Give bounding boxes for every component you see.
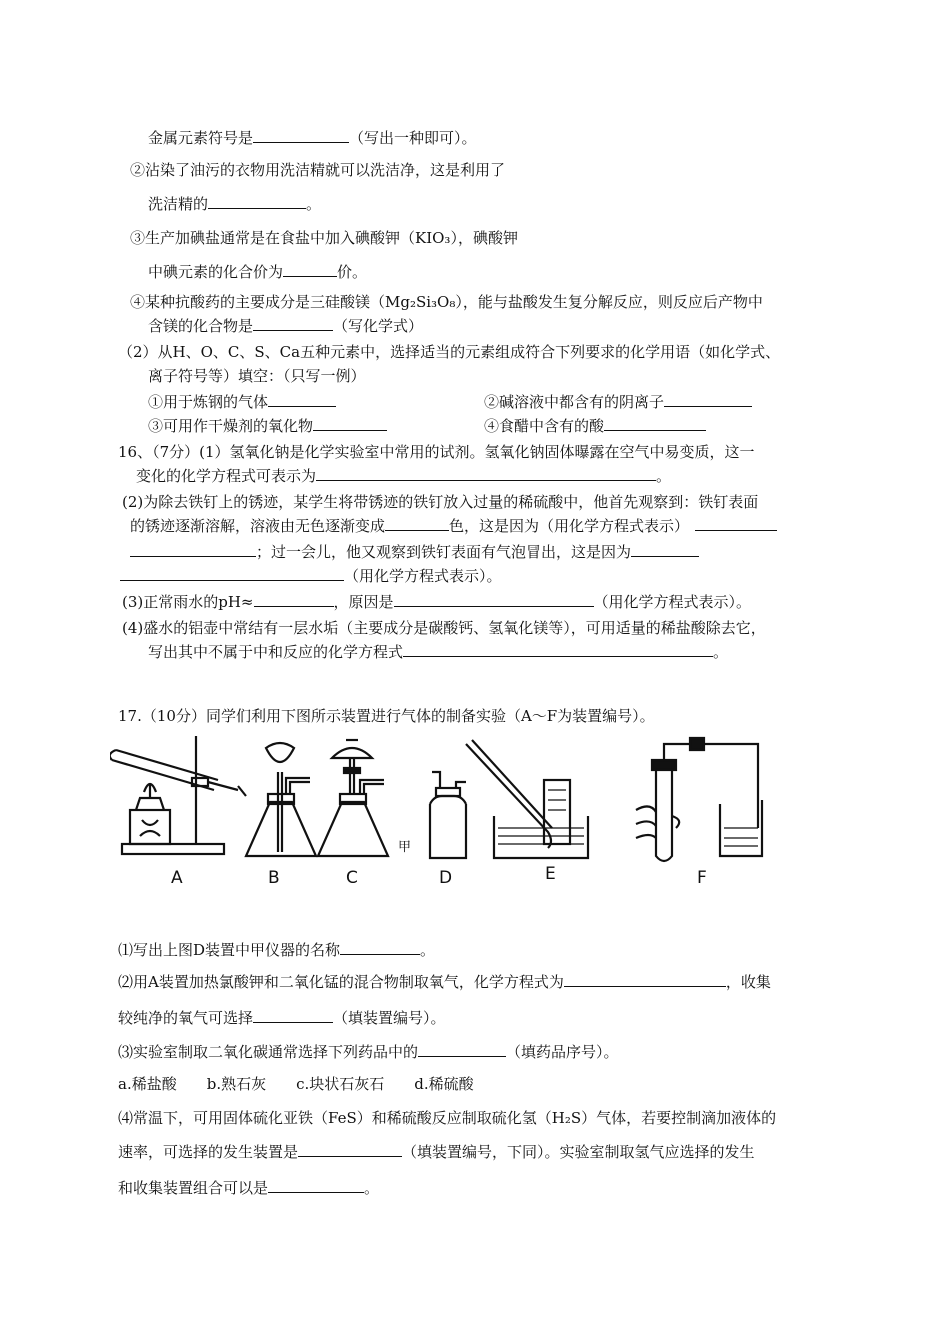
answer-blank[interactable] [283,262,337,277]
answer-blank[interactable] [130,542,256,557]
q16-line-2 [136,466,671,486]
q17-text: 。 [420,941,436,959]
apparatus-b-drawing [246,743,316,856]
q15-text: 洗洁精的 [148,195,209,213]
q16-line-4 [130,516,777,536]
q17-text: 。 [364,1179,380,1197]
q17-part-2-cont [118,1008,446,1028]
apparatus-c-drawing [318,740,388,856]
q17-text: ⑷常温下，可用固体硫化亚铁（FeS）和稀硫酸反应制取硫化氢（H₂S）气体，若要控制滴加液体的 [118,1109,777,1127]
q15-text: ③可用作干燥剂的氧化物 [148,417,314,435]
q15-text: ①用于炼钢的气体 [148,393,269,411]
q17-part-4-cont [118,1142,755,1162]
q16-text: (3)正常雨水的pH≈ [122,593,254,611]
q16-text: 变化的化学方程式可表示为 [136,467,317,485]
q15-option-2 [484,392,752,412]
q16-line-5 [130,542,699,562]
answer-blank[interactable] [253,128,349,143]
answer-blank[interactable] [695,516,777,531]
answer-blank[interactable] [394,592,594,607]
apparatus-d-jia-label: 甲 [398,840,412,855]
apparatus-figure [110,732,840,892]
q16-line-7 [122,592,751,612]
q15-text: 金属元素符号是 [148,129,254,147]
q15-text: 中碘元素的化合价为 [148,263,284,281]
apparatus-a-drawing [110,736,246,854]
q15-line-3 [148,194,321,214]
q17-part-1 [118,940,435,960]
q15-text: 价。 [337,263,368,281]
q16-line-9 [148,642,728,662]
q15-text: ④食醋中含有的酸 [484,417,605,435]
answer-blank[interactable] [268,1178,364,1193]
q17-text: 和收集装置组合可以是 [118,1179,269,1197]
q16-line-1 [118,442,755,462]
q16-line-3 [122,492,758,512]
answer-blank[interactable] [664,392,752,407]
q17-text: （填装置编号）。 [333,1009,446,1027]
q16-text: （用化学方程式表示）。 [593,593,752,611]
q17-part-3 [118,1042,619,1062]
q15-text: （2）从H、O、C、S、Ca五种元素中，选择适当的元素组成符合下列要求的化学用语（如化学式、 [118,343,781,361]
q15-text: ④某种抗酸药的主要成分是三硅酸镁（Mg₂Si₃O₈），能与盐酸发生复分解反应，则反应后产物中 [130,293,763,311]
answer-blank[interactable] [403,642,713,657]
answer-blank[interactable] [208,194,306,209]
q17-text: 17.（10分）同学们利用下图所示装置进行气体的制备实验（A～F为装置编号）。 [118,707,655,725]
q15-text: ②沾染了油污的衣物用洗洁精就可以洗洁净，这是利用了 [130,161,506,179]
q16-text: (4)盛水的铝壶中常结有一层水垢（主要成分是碳酸钙、氢氧化镁等），可用适量的稀盐酸除去它， [122,619,766,637]
answer-blank[interactable] [316,466,656,481]
apparatus-f-drawing [636,738,762,861]
answer-blank[interactable] [418,1042,506,1057]
q15-line-7 [148,316,423,336]
q17-part-2 [118,972,771,992]
apparatus-label: D [439,868,453,888]
q15-line-2 [130,160,505,180]
q16-line-8 [122,618,766,638]
apparatus-e-drawing [466,740,588,858]
answer-blank[interactable] [268,392,336,407]
answer-blank[interactable] [631,542,699,557]
answer-blank[interactable] [385,516,449,531]
apparatus-label: F [697,868,707,888]
q16-text: 。 [713,643,729,661]
q15-option-3 [148,416,387,436]
answer-blank[interactable] [340,940,420,955]
q16-text: 。 [656,467,672,485]
q17-text: （填药品序号）。 [506,1043,619,1061]
q16-text: ；过一会儿，他又观察到铁钉表面有气泡冒出，这是因为 [256,543,632,561]
q15-line-4 [130,228,518,248]
q15-text: 离子符号等）填空：（只写一例） [148,367,366,385]
answer-blank[interactable] [254,592,334,607]
q16-text: ，原因是 [333,593,394,611]
q15-line-6 [130,292,763,312]
q15-text: 含镁的化合物是 [148,317,254,335]
q15-line-1 [148,128,477,148]
q15-text: 。 [306,195,322,213]
q16-text: （用化学方程式表示）。 [344,567,502,585]
q17-text: ，收集 [725,973,771,991]
q17-text: 较纯净的氧气可选择 [118,1009,254,1027]
apparatus-label: C [346,868,358,888]
q15-option-4 [484,416,706,436]
q17-part-3-options [118,1074,474,1094]
q17-text: （填装置编号，下同）。实验室制取氢气应选择的发生 [402,1143,755,1161]
q15-text: （写出一种即可）。 [349,129,477,147]
q16-text: 写出其中不属于中和反应的化学方程式 [148,643,404,661]
apparatus-label: A [171,868,183,888]
q17-part-4 [118,1108,776,1128]
q15-text: ②碱溶液中都含有的阴离子 [484,393,665,411]
q15-option-1 [148,392,336,412]
q16-line-6 [120,566,502,586]
q17-text: ⑶实验室制取二氧化碳通常选择下列药品中的 [118,1043,419,1061]
q15-text: （写化学式） [333,317,424,335]
q15-line-5 [148,262,367,282]
answer-blank[interactable] [604,416,706,431]
q17-text: ⑵用A装置加热氯酸钾和二氧化锰的混合物制取氧气，化学方程式为 [118,973,564,991]
q17-part-4-end [118,1178,379,1198]
q16-text: (2)为除去铁钉上的锈迹，某学生将带锈迹的铁钉放入过量的稀硫酸中，他首先观察到：铁钉表面 [122,493,759,511]
answer-blank[interactable] [298,1142,402,1157]
q16-text: 的锈迹逐渐溶解，溶液由无色逐渐变成 [130,517,386,535]
q17-text: 速率，可选择的发生装置是 [118,1143,299,1161]
q15-line-8 [118,342,780,362]
answer-blank[interactable] [313,416,387,431]
q16-text: 16、（7分）(1）氢氧化钠是化学实验室中常用的试剂。氢氧化钠固体曝露在空气中易变质，这一 [118,443,755,461]
answer-blank[interactable] [120,566,344,581]
answer-blank[interactable] [253,316,333,331]
answer-blank[interactable] [253,1008,333,1023]
apparatus-label: E [545,864,556,884]
q15-line-9 [148,366,366,386]
apparatus-d-drawing [430,772,466,858]
apparatus-label: B [268,868,280,888]
q17-text: ⑴写出上图D装置中甲仪器的名称 [118,941,341,959]
q15-text: ③生产加碘盐通常是在食盐中加入碘酸钾（KIO₃），碘酸钾 [130,229,518,247]
q17-title [118,706,655,726]
q16-text: 色，这是因为（用化学方程式表示） [449,517,690,535]
q17-text: a.稀盐酸 b.熟石灰 c.块状石灰石 d.稀硫酸 [118,1075,474,1093]
answer-blank[interactable] [564,972,726,987]
